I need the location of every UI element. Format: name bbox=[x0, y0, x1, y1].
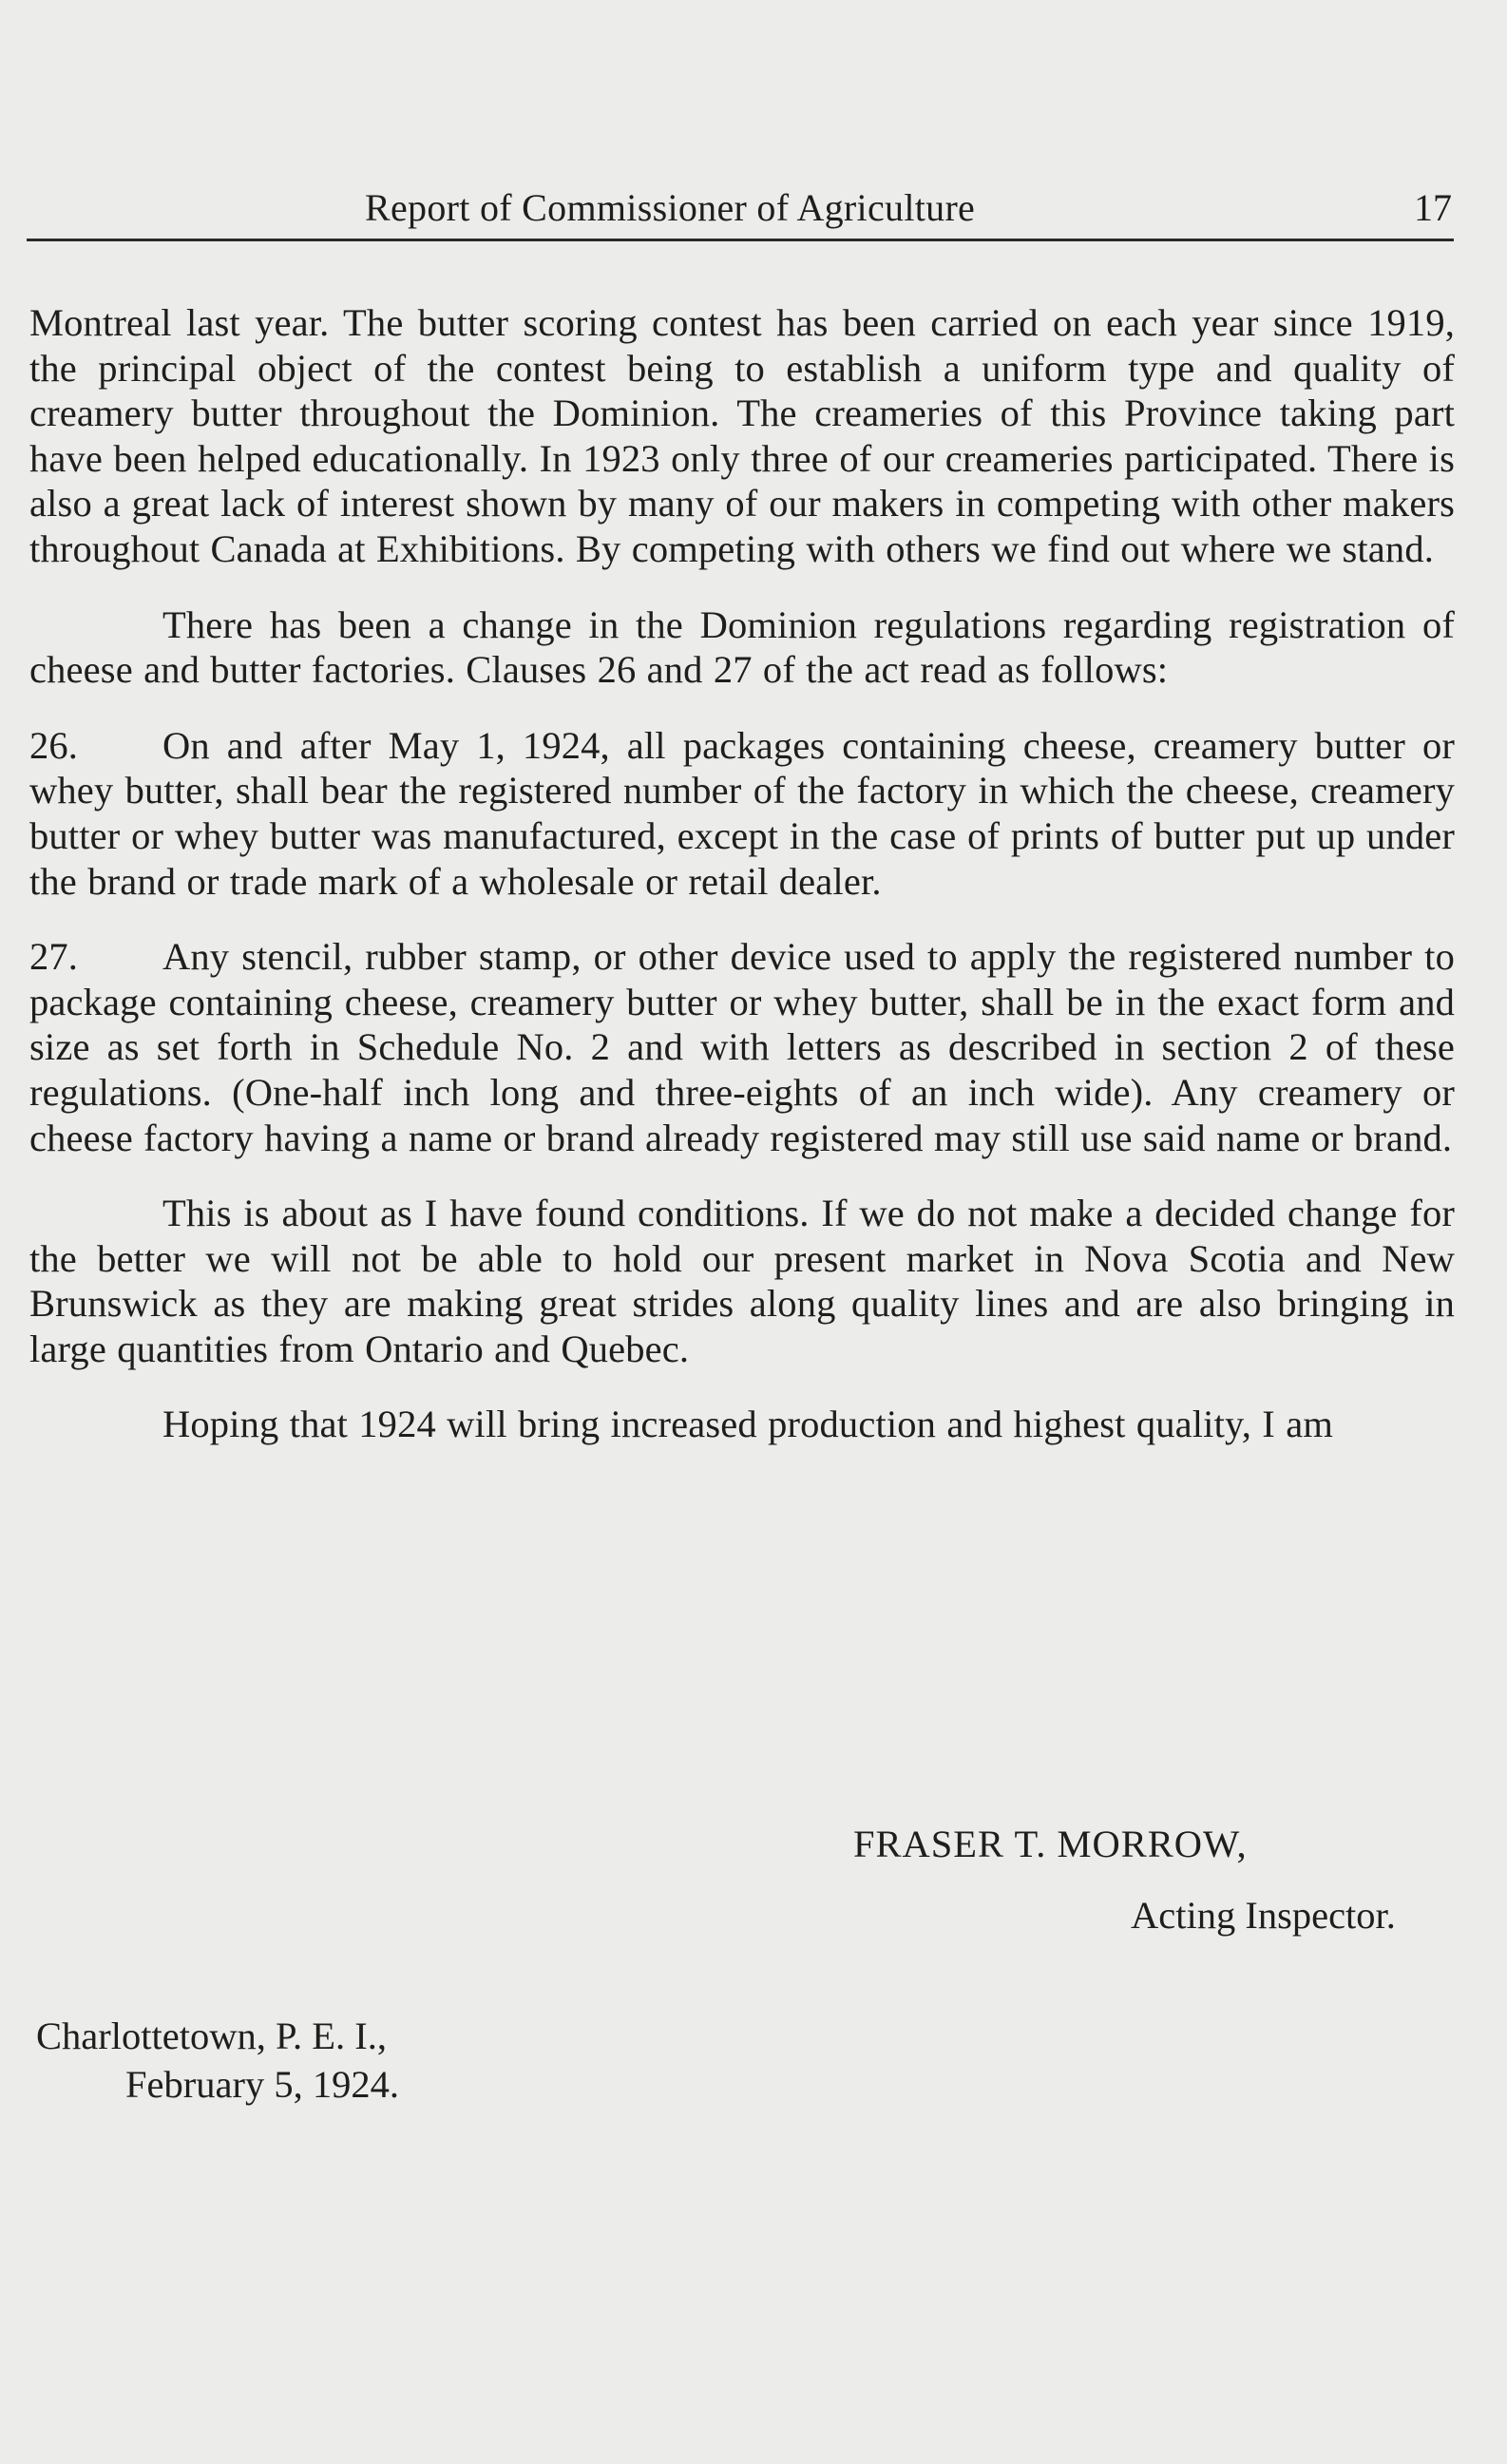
paragraph-closing: Hoping that 1924 will bring increased production and highest quality, I am bbox=[162, 1403, 1333, 1446]
page-header bbox=[27, 183, 1454, 241]
signatory-title: Acting Inspector. bbox=[1131, 1894, 1396, 1937]
paragraph-scoring-contest: Montreal last year. The butter scoring contest has been carried on each year since 1919, the principal object of the contest being to establish a uniform type and quality of creamery butter throughout the Dominion. The creameries of this Province taking part have been helped educationally. In 1923 only three of our creameries participated. There is also a great lack of interest shown by many of our makers in competing with other makers throughout Canada at Exhibitions. By competing with others we find out where we stand. bbox=[29, 301, 1455, 570]
paragraph-regulation-change: There has been a change in the Dominion regulations regarding registration of cheese and butter factories. Clauses 26 and 27 of the act read as follows: bbox=[29, 602, 1455, 692]
clause-26-text: On and after May 1, 1924, all packages containing cheese, creamery butter or whey butter, shall bear the registered number of the factory in which the cheese, creamery butter or whey butter was manufactured, except in the case of prints of butter put up under the brand or trade mark of a wholesale or retail dealer. bbox=[29, 723, 1455, 903]
dateline-date: February 5, 1924. bbox=[125, 2063, 399, 2106]
running-title: Report of Commissioner of Agriculture bbox=[365, 186, 976, 229]
page-number: 17 bbox=[1414, 186, 1452, 229]
body-text bbox=[29, 300, 1455, 1478]
clause-27-number: 27. bbox=[29, 935, 79, 979]
clause-26-number: 26. bbox=[29, 723, 79, 767]
clause-26 bbox=[29, 723, 1455, 904]
dateline-place: Charlottetown, P. E. I., bbox=[36, 2015, 387, 2057]
paragraph-conditions: This is about as I have found conditions. If we do not make a decided change for the better we will not be able to hold our present market in Nova Scotia and New Brunswick as they are making great strides along quality lines and are also bringing in large quantities from Ontario and Quebec. bbox=[29, 1192, 1455, 1370]
signatory-name: FRASER T. MORROW, bbox=[853, 1823, 1248, 1865]
clause-27 bbox=[29, 934, 1455, 1160]
clause-27-text: Any stencil, rubber stamp, or other device used to apply the registered number to package containing cheese, creamery butter or whey butter, shall be in the exact form and size as set forth in Schedule No. 2 and with letters as described in section 2 of these regulations. (One-half inch long and three-eights of an inch wide). Any creamery or cheese factory having a name or brand already registered may still use said name or brand. bbox=[29, 935, 1455, 1159]
